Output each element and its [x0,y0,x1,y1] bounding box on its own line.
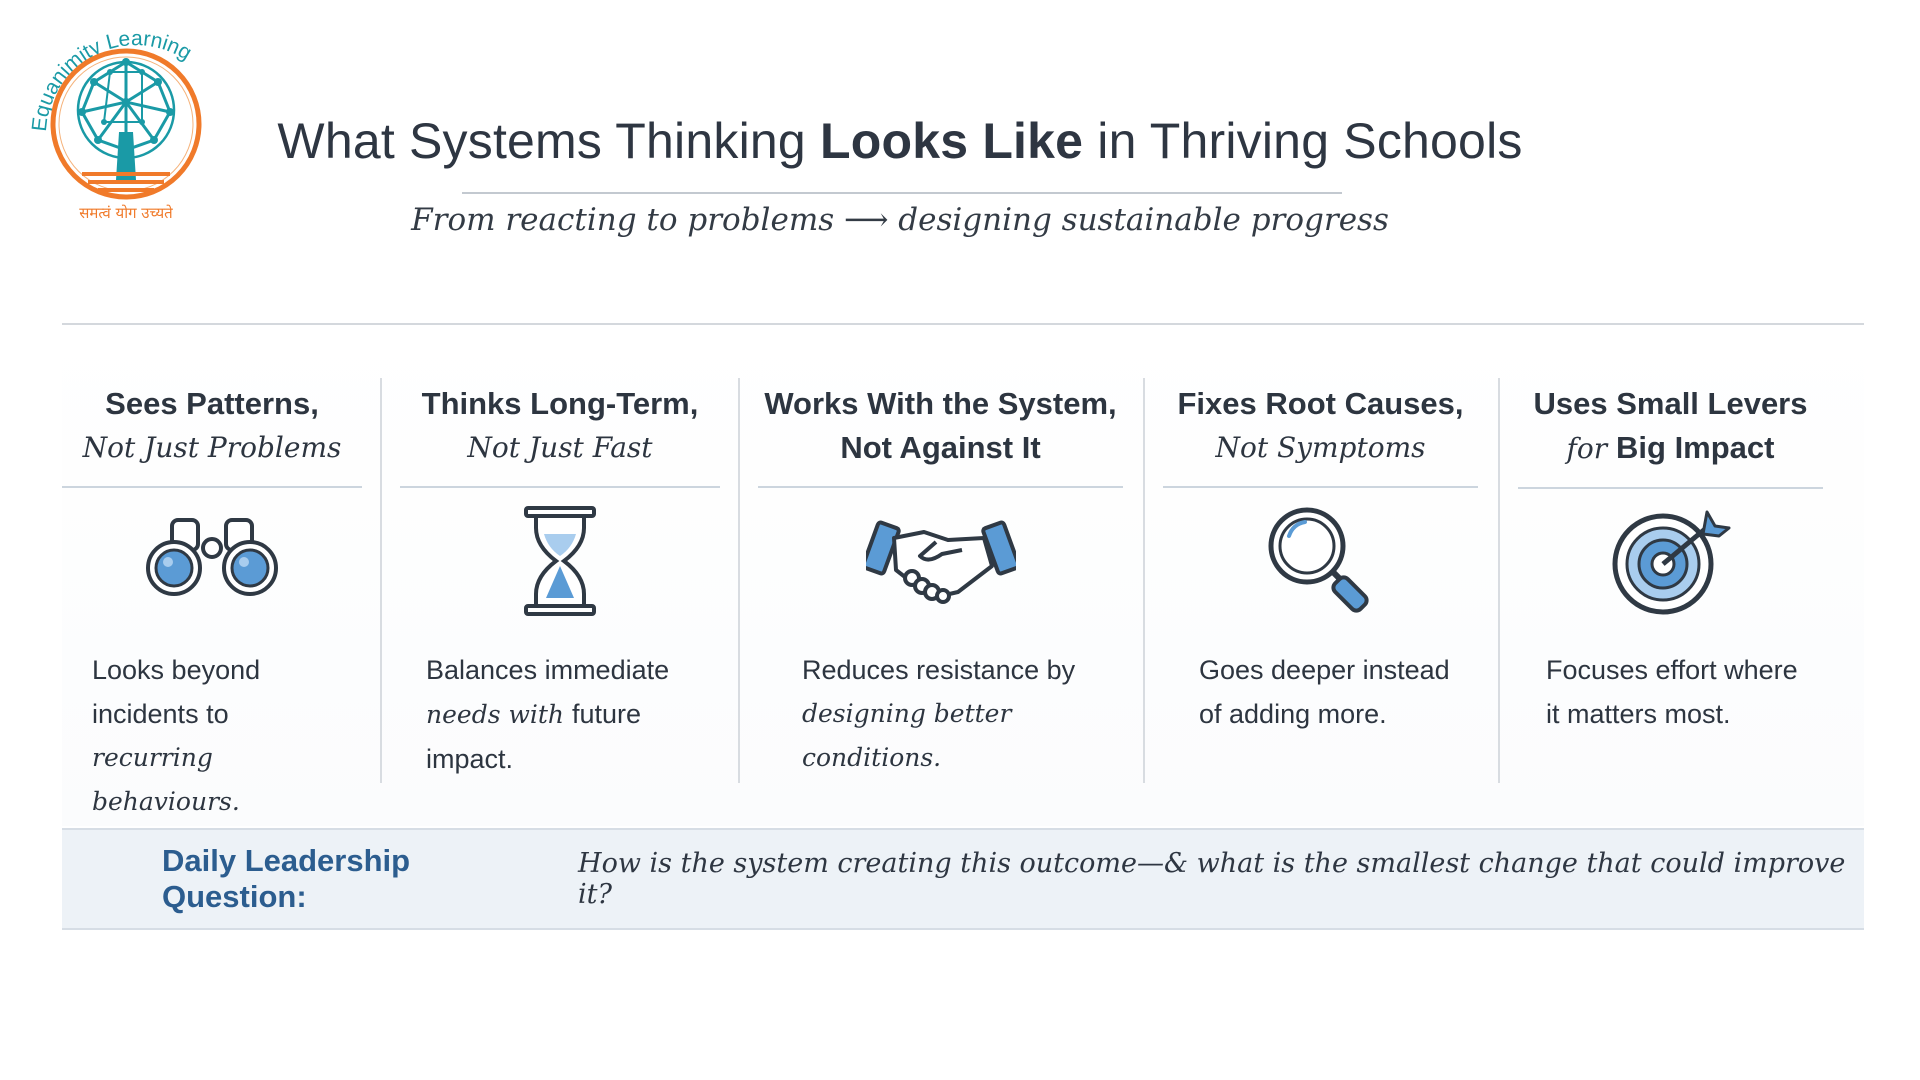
heading-line2: Not Against It [840,430,1041,465]
section-divider [62,323,1864,325]
column-description [802,648,1123,780]
heading-line1: Works With the System, [764,386,1117,421]
column-sees-patterns [62,378,362,816]
heading-line1: Thinks Long-Term, [421,386,699,421]
column-heading [1163,378,1478,470]
heading-line1: Fixes Root Causes, [1177,386,1464,421]
title-post: in Thriving Schools [1083,113,1523,169]
magnifier-icon [1261,506,1381,616]
handshake-icon [866,506,1016,616]
column-divider [380,378,382,783]
column-description [426,648,720,781]
heading-line2: Not Just Fast [467,431,653,464]
column-divider [738,378,740,783]
desc-line2: incidents to [92,699,229,729]
column-divider [1143,378,1145,783]
column-uses-small-levers [1518,378,1823,788]
title-divider [462,192,1342,194]
column-description [92,648,362,824]
desc-line1: Balances immediate [426,655,670,685]
desc-line2: it matters most. [1546,699,1731,729]
column-divider [1498,378,1500,783]
page-title [0,112,1800,170]
column-rule [758,486,1123,488]
heading-line1: Uses Small Levers [1533,386,1808,421]
question-text: How is the system creating this outcome—& what is the smallest change that could improve it? [578,848,1846,910]
column-heading [400,378,720,470]
column-thinks-long-term [400,378,720,788]
column-description [1199,648,1450,736]
heading-line2: Not Just Problems [82,431,342,464]
question-label: Daily Leadership Question: [162,843,411,914]
desc-line2-pre: needs with [426,700,572,729]
desc-line2: designing better conditions. [802,699,1012,772]
heading-line1: Sees Patterns, [105,386,319,421]
heading-line2: Not Symptoms [1215,431,1426,464]
column-rule [400,486,720,488]
title-bold: Looks Like [819,113,1084,169]
logo-tagline: समत्वं योग उच्यते [79,204,173,222]
column-rule [62,486,362,488]
column-rule [1163,486,1478,488]
desc-line2: of adding more. [1199,699,1387,729]
logo-brand: Equanimity Learning [27,27,196,133]
desc-line1: Goes deeper instead [1199,655,1450,685]
column-description [1546,648,1798,736]
binoculars-icon [142,506,282,616]
desc-line1: Looks beyond [92,655,261,685]
daily-question-bar [62,828,1864,930]
column-works-with-system [758,378,1123,788]
hourglass-icon [520,506,600,616]
heading-line2-bold: Big Impact [1616,430,1775,465]
desc-line3: recurring behaviours. [92,743,240,816]
target-icon [1611,506,1731,616]
desc-line2-emph: future impact. [426,699,642,774]
column-heading [62,378,362,470]
heading-line2-italic: for [1566,432,1617,465]
page-subtitle: From reacting to problems ⟶ designing sustainable progress [411,202,1389,238]
column-rule [1518,487,1823,489]
desc-line1: Reduces resistance by [802,655,1076,685]
column-heading [758,378,1123,470]
column-heading [1518,378,1823,471]
column-fixes-root-causes [1163,378,1478,788]
desc-line1: Focuses effort where [1546,655,1798,685]
title-pre: What Systems Thinking [277,113,820,169]
